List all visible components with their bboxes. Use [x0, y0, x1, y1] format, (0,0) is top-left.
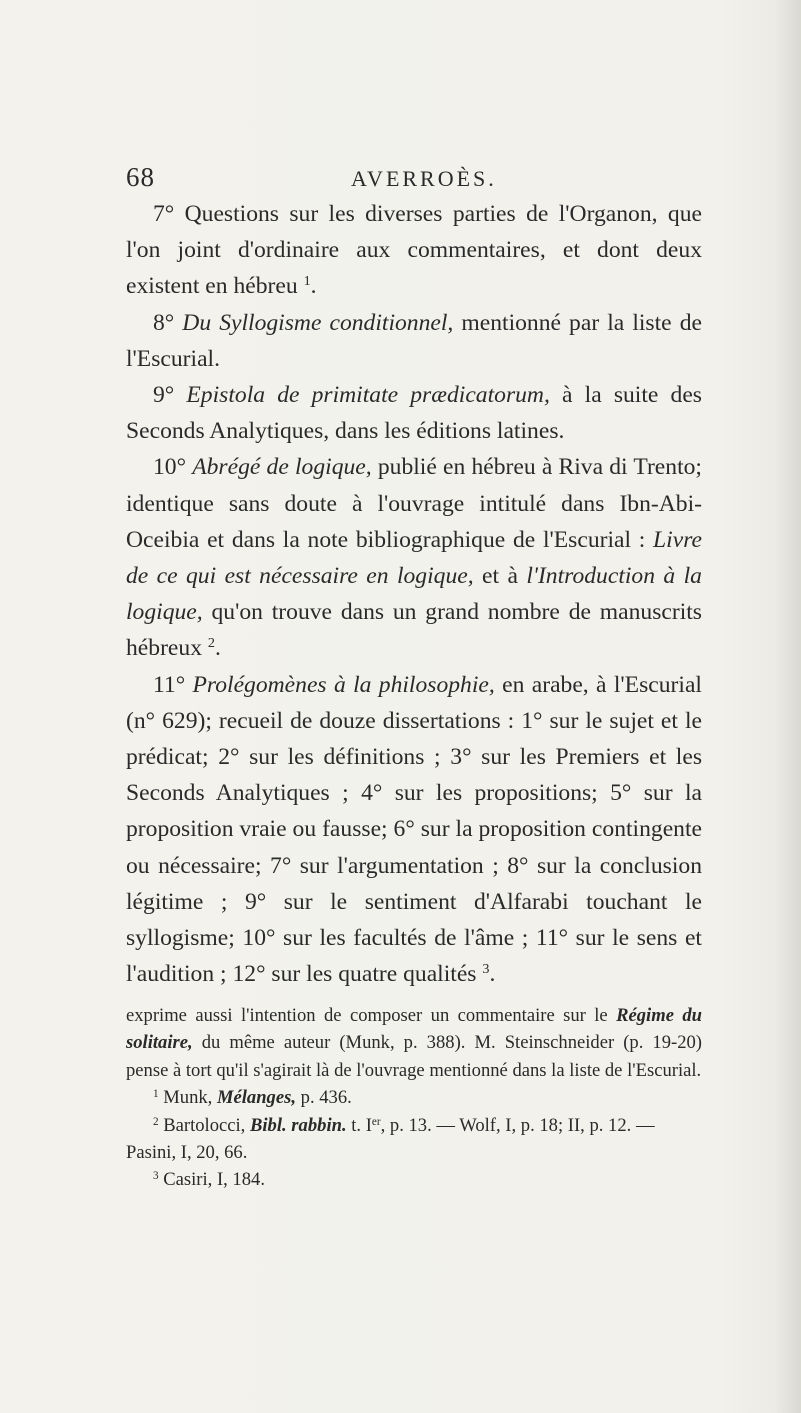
note-text: du même auteur (Munk, p. 388). M. Steinschneider (p. 19-20) pense à tort qu'il s'agirait là de l'ouvrage mentionné dans la liste de l'Escurial.: [126, 1032, 702, 1081]
item-number: 11°: [153, 671, 186, 698]
paragraph-tail: .: [489, 961, 496, 988]
work-title: Abrégé de logique,: [192, 454, 372, 481]
footnote-3: [126, 1166, 702, 1193]
footnote-mark: 3: [153, 1170, 159, 1183]
footnote-ref-text: p. 436.: [300, 1087, 352, 1109]
paragraph-9: [126, 377, 702, 449]
main-text: [126, 196, 702, 992]
paragraph-text: en arabe, à l'Escurial (n° 629); recueil de douze dissertations : 1° sur le sujet et le prédicat; 2° sur les définitions ; 3° sur les Premiers et les Seconds Analytiques ; 4° sur les propositions; 5° sur la proposition vraie ou fausse; 6° sur la proposition contingente ou nécessaire; 7° sur l'argumentation ; 8° sur la conclusion légitime ; 9° sur le sentiment d'Alfarabi touchant le syllogisme; 10° sur les facultés de l'âme ; 11° sur le sens et l'audition ; 12° sur les quatre qualités: [126, 671, 702, 988]
footnote-title: Mélanges,: [216, 1087, 296, 1109]
footnote-ref: 3: [482, 961, 490, 978]
footnote-mark: 1: [153, 1088, 159, 1101]
paragraph-tail: .: [310, 273, 317, 300]
work-title: Epistola de primitate prædicatorum,: [186, 382, 550, 409]
page-number: 68: [126, 162, 155, 192]
paragraph-text: publié en hébreu à Riva di Trento; identique sans doute à l'ouvrage intitulé dans Ibn-Abi-Oceibia et dans la note bibliographique de l'Escurial :: [126, 454, 702, 553]
superscript: er: [371, 1115, 381, 1128]
paragraph-8: [126, 305, 702, 377]
running-head: AVERROÈS.: [351, 166, 497, 191]
footnote-ref-text: , p. 13. — Wolf, I, p. 18; II, p. 12. — Pasini, I, 20, 66.: [126, 1114, 655, 1164]
item-number: 10°: [153, 454, 187, 481]
work-title-alt: Livre de ce qui est nécessaire en logique,: [126, 526, 702, 590]
work-title-alt: l'Introduction à la logique,: [126, 563, 702, 626]
footnote-ref-text: t. I: [351, 1114, 372, 1136]
paragraph-tail: .: [214, 635, 221, 662]
paragraph-text: mentionné par la liste de l'Escurial.: [126, 309, 702, 372]
paragraph-text: et à: [482, 563, 518, 590]
footnote-author: Munk,: [163, 1087, 213, 1109]
footnote-ref: 2: [207, 635, 215, 652]
note-text: exprime aussi l'intention de composer un commentaire sur le: [126, 1005, 608, 1026]
footnote-author: Bartolocci,: [163, 1114, 246, 1136]
footnote-ref: 1: [303, 273, 311, 290]
footnotes: [126, 1002, 702, 1194]
item-number: 9°: [153, 382, 175, 409]
paragraph-text: 7° Questions sur les diverses parties de l'Organon, que l'on joint d'ordinaire aux commentaires, et dont deux existent en hébreu: [126, 201, 702, 300]
continued-footnote: [126, 1002, 702, 1084]
paragraph-text: qu'on trouve dans un grand nombre de manuscrits hébreux: [126, 599, 702, 662]
footnote-1: [126, 1084, 702, 1111]
page-edge-shadow: [775, 0, 801, 1413]
paragraph-10: [126, 449, 702, 666]
footnote-author: Casiri, I, 184.: [163, 1169, 265, 1191]
footnote-mark: 2: [153, 1115, 159, 1128]
page-header: [126, 162, 686, 198]
footnote-title: Bibl. rabbin.: [249, 1114, 347, 1136]
work-title: Prolégomènes à la philosophie,: [192, 671, 495, 698]
paragraph-11: [126, 667, 702, 993]
paragraph-text: à la suite des Seconds Analytiques, dans les éditions latines.: [126, 382, 702, 445]
footnote-2: [126, 1112, 702, 1167]
work-title: Du Syllogisme conditionnel,: [182, 309, 454, 336]
work-title: Régime du solitaire,: [126, 1005, 702, 1054]
paragraph-7: [126, 196, 702, 305]
item-number: 8°: [153, 309, 175, 336]
